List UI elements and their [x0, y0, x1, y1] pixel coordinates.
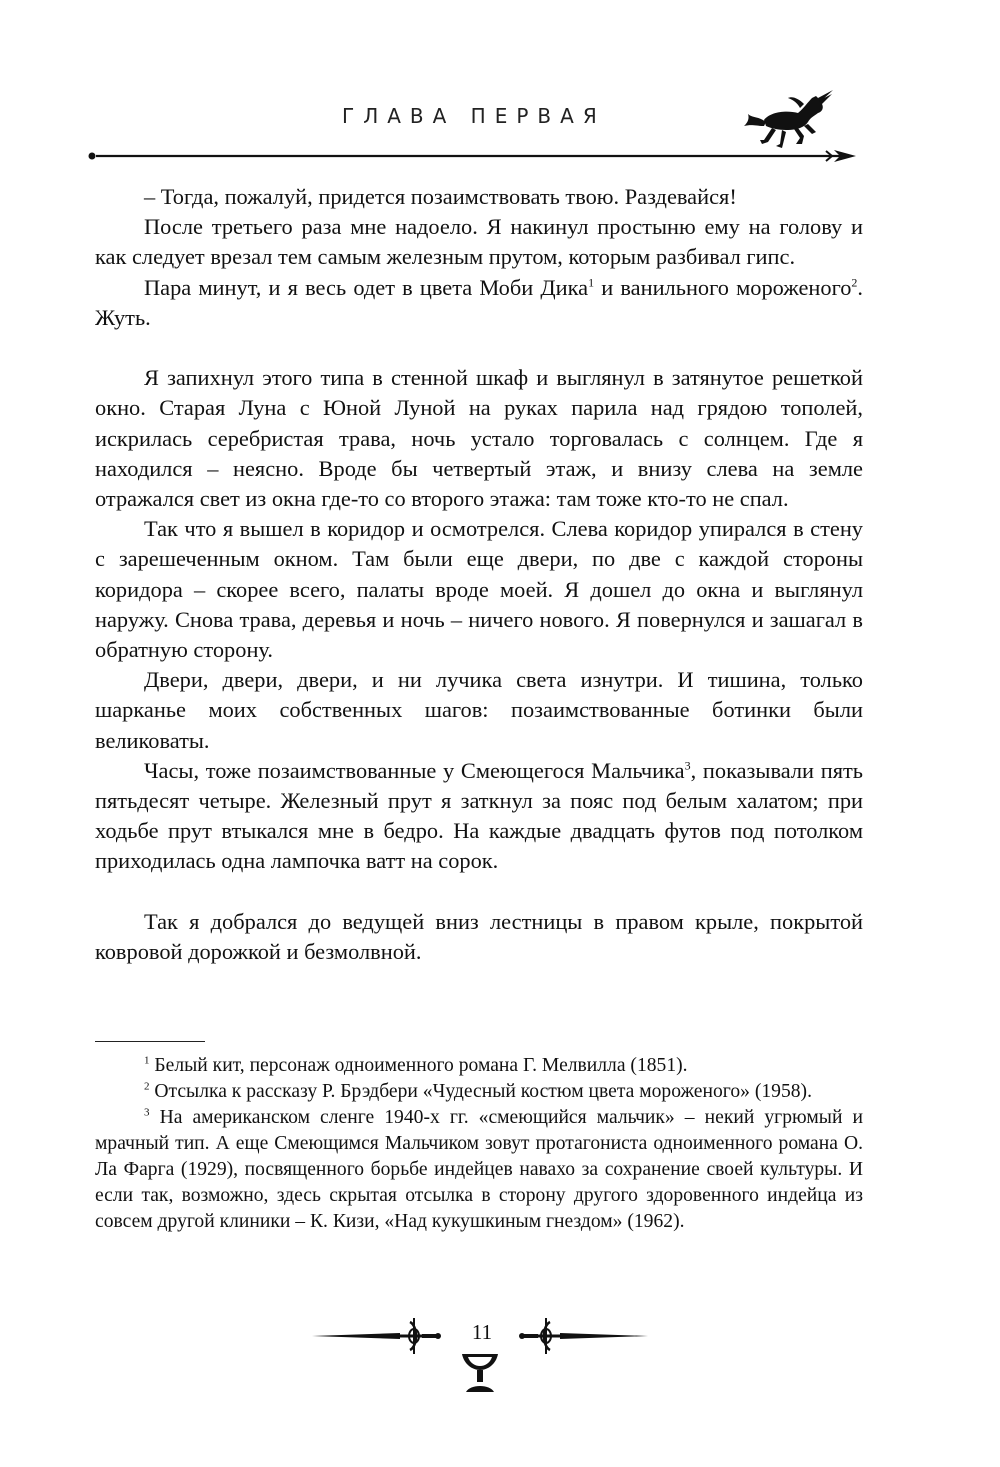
page-number: 11: [471, 1320, 493, 1344]
paragraph: Пара минут, и я весь одет в цвета Моби Дика$^1$ и ванильного мороженого$^2$. Жуть.: [95, 274, 863, 330]
paragraph: Так я добрался до ведущей вниз лестницы в правом крыле, покрытой ковровой дорожкой и безмолвной.: [95, 908, 863, 965]
paragraph: Так что я вышел в коридор и осмотрелся. Слева коридор упирался в стену с зарешеченным окном. Там были еще двери, по две с каждой стороны коридора – скорее всего, палаты вроде моей. Я дошел до окна и выглянул наружу. Снова трава, деревья и ночь – ничего нового. Я повернулся и зашагал в обратную сторону.: [95, 516, 863, 663]
chalice-icon: [458, 1352, 502, 1394]
paragraph: После третьего раза мне надоело. Я накинул простыню ему на голову и как следует врезал тем самым железным прутом, которым разбивал гипс.: [95, 214, 863, 270]
footnote-ref-1[interactable]: 1: [588, 275, 595, 290]
footnotes: [95, 1053, 863, 1235]
footnote: $^1$ Белый кит, персонаж одноименного романа Г. Мелвилла (1851).: [144, 1054, 688, 1076]
footnote-ref-2[interactable]: 2: [851, 275, 858, 290]
main-text: [95, 182, 863, 967]
paragraph: – Тогда, пожалуй, придется позаимствовать твою. Раздевайся!: [144, 184, 737, 209]
footnote-divider: [95, 1041, 205, 1042]
header-rule: [86, 146, 866, 166]
footnote-ref-3[interactable]: 3: [684, 758, 691, 773]
paragraph: Часы, тоже позаимствованные у Смеющегося Мальчика$^3$, показывали пять пятьдесят четыре. Железный прут я заткнул за пояс под белым халатом; при ходьбе прут втыкался мне в бедро. На каждые двадцать футов под потолком приходилась одна лампочка ватт на сорок.: [95, 757, 863, 874]
footnote: $^2$ Отсылка к рассказу Р. Брэдбери «Чудесный костюм цвета мороженого» (1958).: [144, 1080, 812, 1102]
paragraph: Я запихнул этого типа в стенной шкаф и выглянул в затянутое решеткой окно. Старая Луна с Юной Луной на руках парила над грядою тополей, искрилась серебристая трава, ночь устало торговалась с солнцем. Где я находился – неясно. Вроде бы четвертый этаж, и внизу слева на земле отражался свет из окна где-то со второго этажа: там тоже кто-то не спал.: [95, 365, 863, 512]
paragraph: Двери, двери, двери, и ни лучика света изнутри. И тишина, только шарканье моих собственных шагов: позаимствованные ботинки были великоваты.: [95, 667, 863, 753]
unicorn-icon: [742, 86, 834, 150]
chapter-title: ГЛАВА ПЕРВАЯ: [342, 104, 606, 128]
footnote: $^3$ На американском сленге 1940-х гг. «смеющийся мальчик» – некий угрюмый и мрачный тип. А еще Смеющимся Мальчиком зовут протагониста одноименного романа О. Ла Фарга (1929), посвященного борьбе индейцев навахо за сохранение своей культуры. И если так, возможно, здесь скрытая отсылка в сторону другого здоровенного индейца из совсем другой клиники – К. Кизи, «Над кукушкиным гнездом» (1962).: [95, 1106, 863, 1232]
